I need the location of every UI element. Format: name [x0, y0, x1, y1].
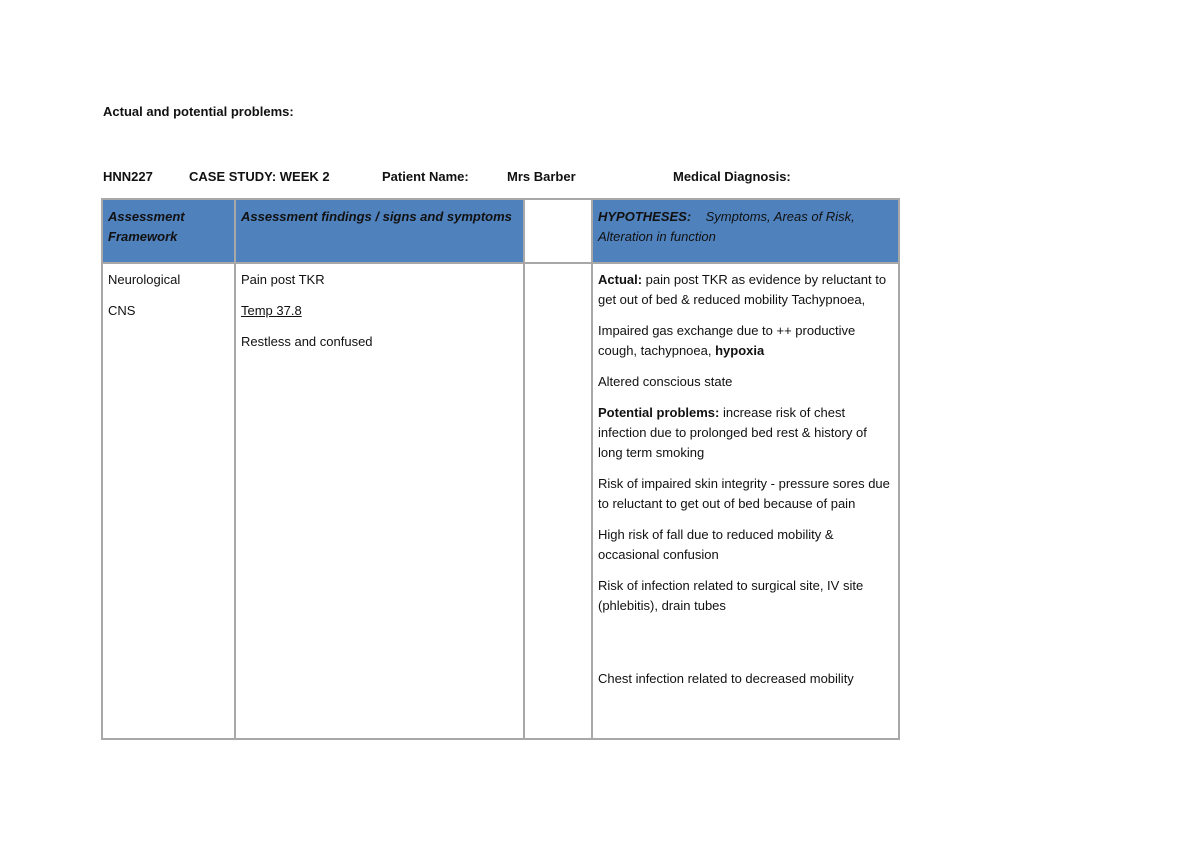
gas-exchange-text: Impaired gas exchange due to ++ productive cough, tachypnoea,	[598, 323, 856, 358]
hypotheses-subtitle: Symptoms, Areas of Risk, Alteration in function	[598, 209, 855, 244]
table-row	[102, 263, 899, 739]
hypothesis-fall-risk: High risk of fall due to reduced mobility & occasional confusion	[598, 527, 834, 562]
hypothesis-potential	[598, 403, 893, 463]
framework-cell	[102, 263, 235, 739]
header-blank	[524, 199, 592, 263]
finding-temp: Temp 37.8	[241, 303, 302, 318]
hypothesis-conscious-state: Altered conscious state	[598, 374, 733, 389]
hypothesis-chest-infection: Chest infection related to decreased mobility	[598, 671, 854, 686]
hypothesis-skin-integrity: Risk of impaired skin integrity - pressure sores due to reluctant to get out of bed because of pain	[598, 476, 890, 511]
assessment-table	[101, 198, 900, 740]
actual-text: pain post TKR as evidence by reluctant to get out of bed & reduced mobility Tachypnoea,	[598, 272, 887, 307]
header-hypotheses	[592, 199, 899, 263]
potential-label: Potential problems:	[598, 405, 720, 420]
hypothesis-gas-exchange	[598, 321, 893, 361]
finding-restless: Restless and confused	[241, 334, 373, 349]
header-assessment-findings: Assessment findings / signs and symptoms	[235, 199, 524, 263]
actual-label: Actual:	[598, 272, 643, 287]
hypotheses-cell	[592, 263, 899, 739]
framework-neurological: Neurological	[108, 272, 181, 287]
hypothesis-actual	[598, 270, 893, 310]
medical-diagnosis-label: Medical Diagnosis:	[673, 169, 791, 184]
page-title: Actual and potential problems:	[103, 104, 294, 119]
hypotheses-title: HYPOTHESES:	[598, 209, 692, 224]
course-code: HNN227	[103, 169, 153, 184]
case-info-line	[0, 169, 1200, 187]
gas-exchange-bold: hypoxia	[715, 343, 765, 358]
table-header-row	[102, 199, 899, 263]
patient-name-value: Mrs Barber	[507, 169, 576, 184]
case-study-week: CASE STUDY: WEEK 2	[189, 169, 330, 184]
finding-pain: Pain post TKR	[241, 272, 325, 287]
header-assessment-framework: Assessment Framework	[102, 199, 235, 263]
framework-cns: CNS	[108, 303, 136, 318]
findings-cell	[235, 263, 524, 739]
potential-text: increase risk of chest infection due to prolonged bed rest & history of long term smoking	[598, 405, 867, 460]
hypothesis-infection-risk: Risk of infection related to surgical site, IV site (phlebitis), drain tubes	[598, 578, 864, 613]
patient-name-label: Patient Name:	[382, 169, 469, 184]
blank-cell	[524, 263, 592, 739]
spacer	[598, 627, 893, 669]
